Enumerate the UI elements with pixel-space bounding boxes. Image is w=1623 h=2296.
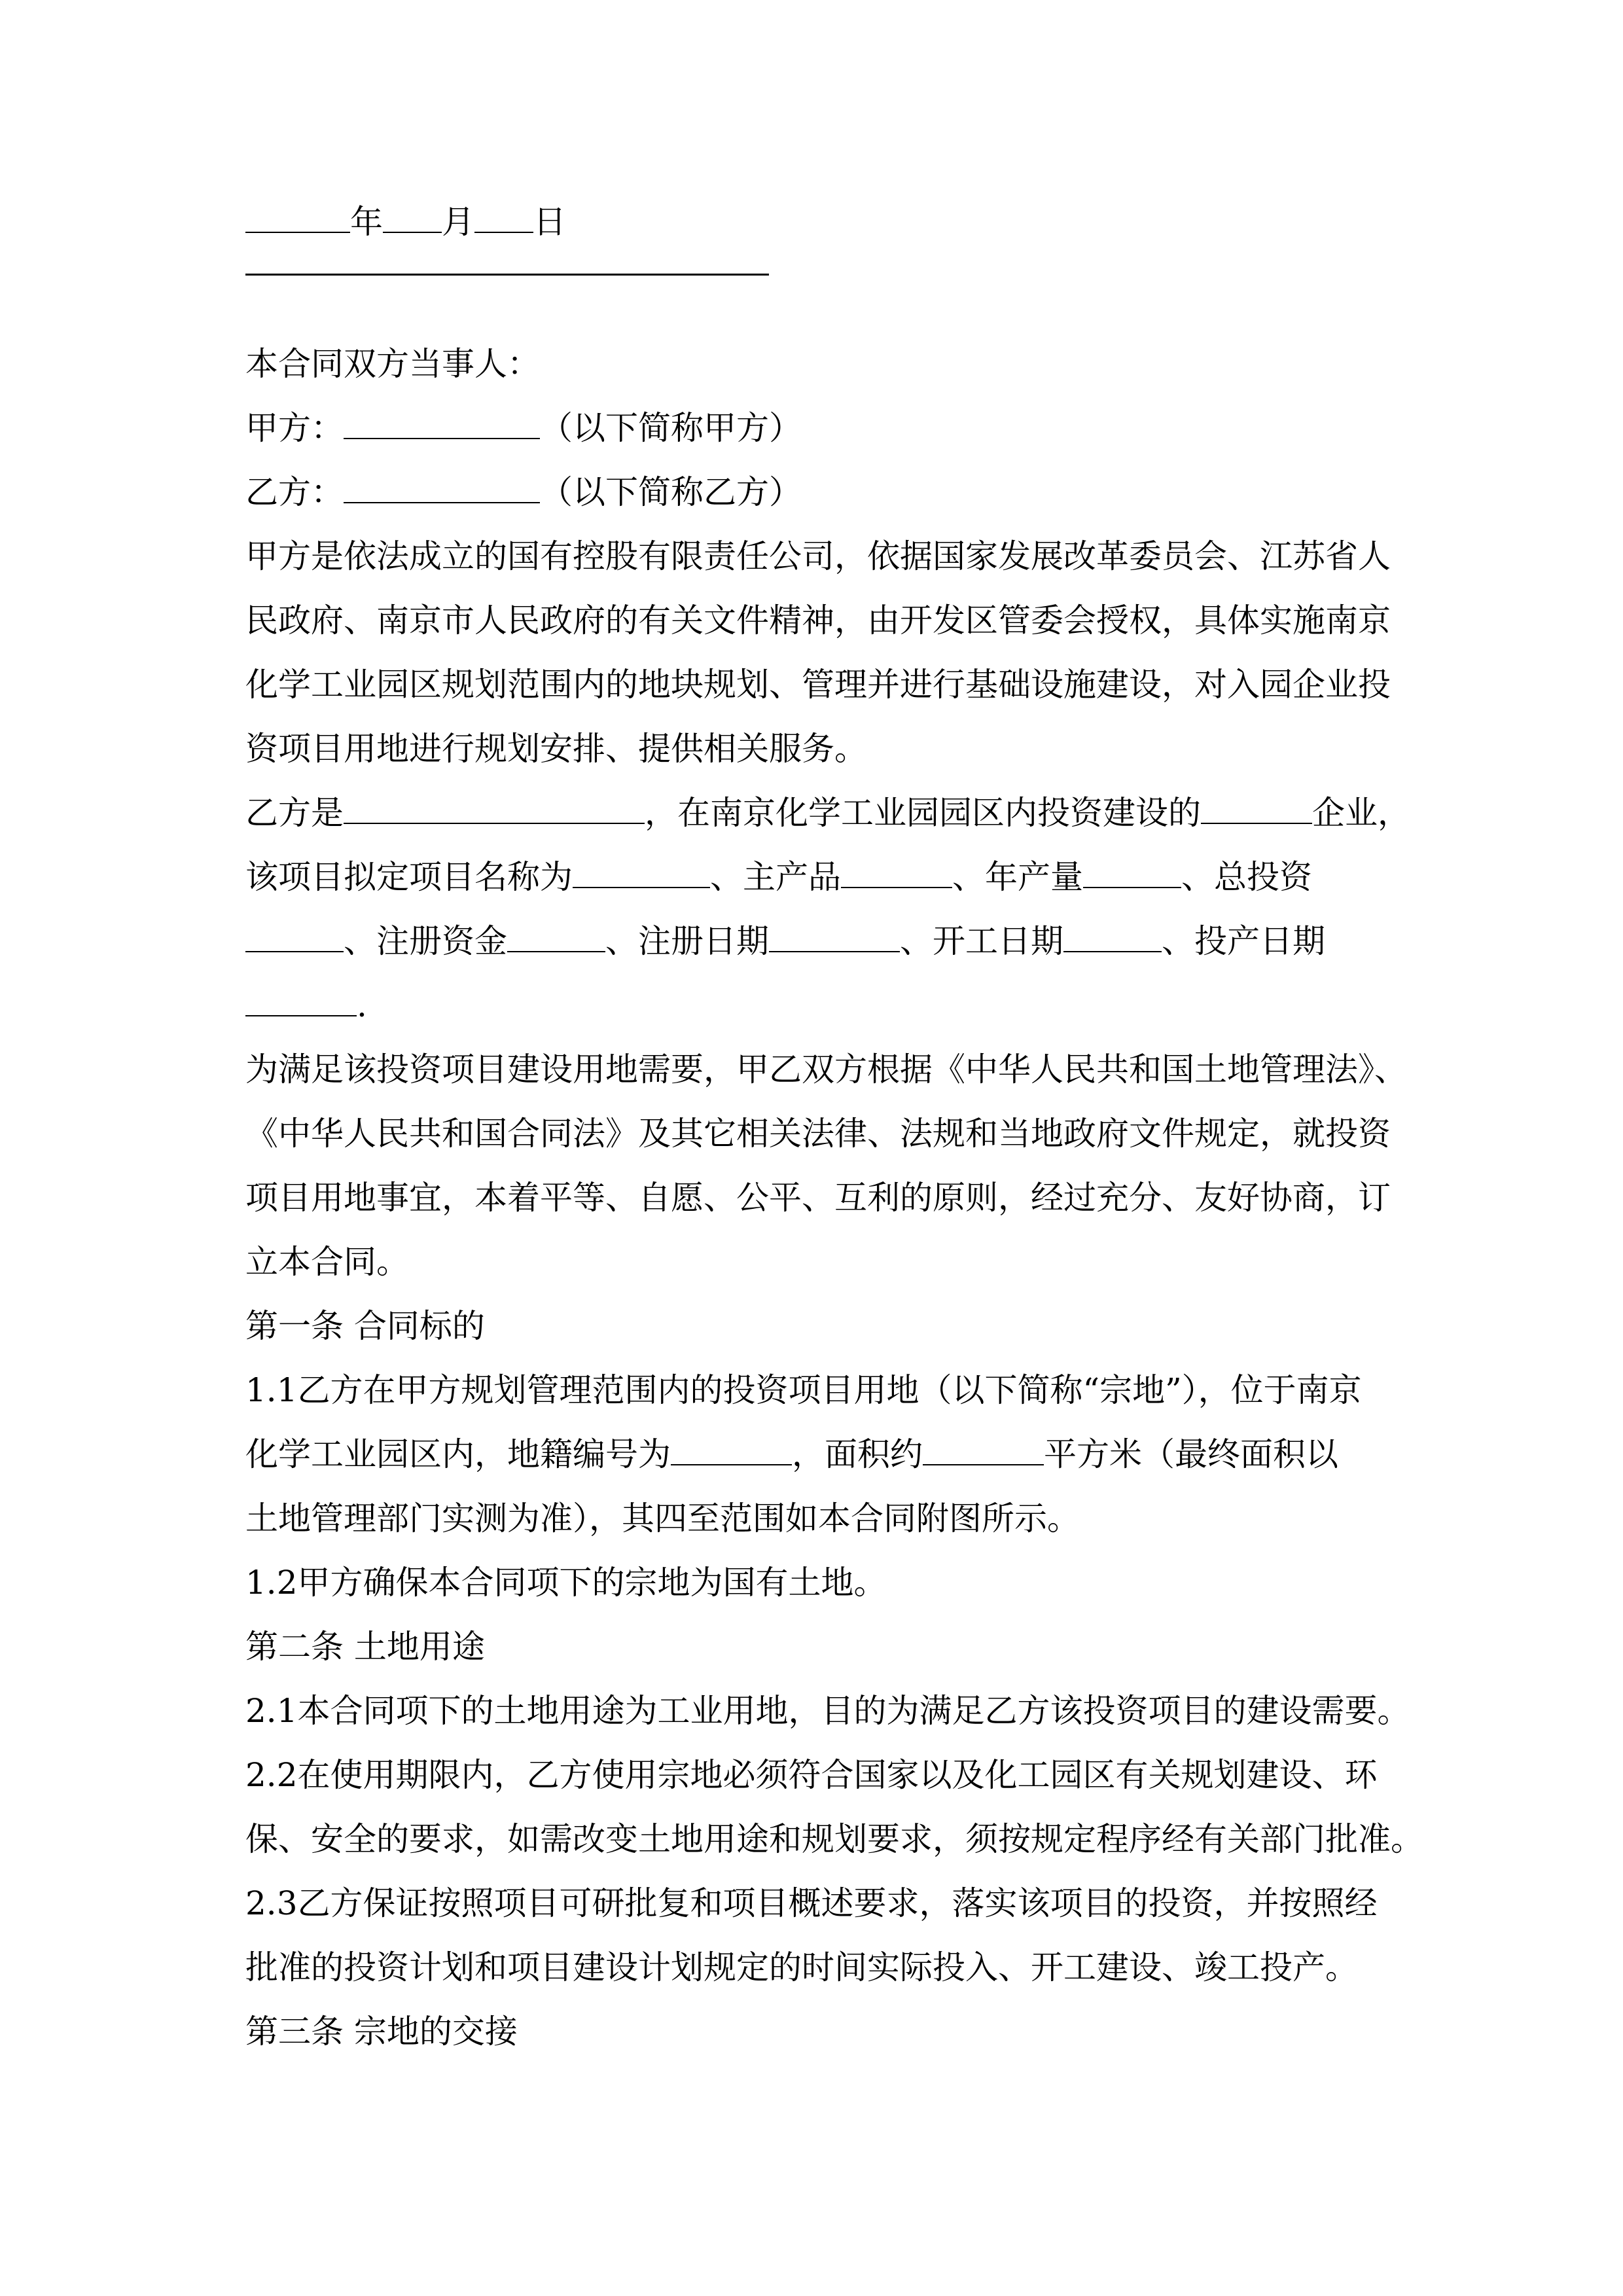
party-b-label: 乙方：: [245, 473, 344, 511]
party-b-line: [245, 460, 1384, 524]
separator-line: [245, 274, 769, 276]
party-b-note: （以下简称乙方）: [540, 473, 802, 511]
text-span: 该项目拟定项目名称为: [245, 858, 573, 896]
text-span: 企业，: [1312, 794, 1410, 832]
party-b-blank: [344, 469, 540, 503]
text-line: 1.2甲方确保本合同项下的宗地为国有土地。: [245, 1564, 887, 1602]
text-line: 保、安全的要求，如需改变土地用途和规划要求，须按规定程序经有关部门批准。: [245, 1820, 1423, 1858]
parcel-line: [245, 1422, 1384, 1486]
text-span: ，在南京化学工业园园区内投资建设的: [645, 794, 1201, 832]
text-span: 乙方是: [245, 794, 344, 832]
text-line: 批准的投资计划和项目建设计划规定的时间实际投入、开工建设、竣工投产。: [245, 1948, 1358, 1986]
text-span: 、总投资: [1181, 858, 1312, 896]
blank: [1083, 854, 1181, 888]
text-line: 《中华人民共和国合同法》及其它相关法律、法规和当地政府文件规定，就投资: [245, 1115, 1391, 1153]
blank: [573, 854, 710, 888]
article-heading: 第三条 宗地的交接: [245, 2013, 518, 2051]
text-span: 、年产量: [952, 858, 1083, 896]
day-blank: [474, 199, 533, 233]
text-line: 1.1乙方在甲方规划管理范围内的投资项目用地（以下简称“宗地”），位于南京: [245, 1371, 1362, 1409]
contract-page: [245, 190, 1423, 2064]
project-line: [245, 845, 1384, 909]
text-line: 土地管理部门实测为准），其四至范围如本合同附图所示。: [245, 1499, 1080, 1537]
blank: [923, 1431, 1044, 1465]
blank: [344, 790, 645, 824]
project-line-2: [245, 909, 1384, 973]
text-span: 、注册资金: [344, 922, 507, 960]
text-line: 2.1本合同项下的土地用途为工业用地，目的为满足乙方该投资项目的建设需要。: [245, 1692, 1410, 1730]
party-a-label: 甲方：: [245, 409, 344, 447]
text-line: 本合同双方当事人：: [245, 345, 540, 383]
blank: [841, 854, 952, 888]
blank: [1201, 790, 1312, 824]
text-span: ，面积约: [792, 1435, 923, 1473]
blank: [245, 918, 344, 952]
text-span: 、开工日期: [900, 922, 1063, 960]
blank: [671, 1431, 792, 1465]
blank: [769, 918, 900, 952]
text-span: 平方米（最终面积以: [1044, 1435, 1338, 1473]
year-label: 年: [350, 203, 383, 241]
party-b-desc-line: [245, 781, 1410, 845]
party-a-line: [245, 396, 1384, 460]
month-blank: [383, 199, 442, 233]
text-span: 、主产品: [710, 858, 841, 896]
text-span: 、投产日期: [1162, 922, 1325, 960]
text-line: 2.3乙方保证按照项目可研批复和项目概述要求，落实该项目的投资，并按照经: [245, 1884, 1378, 1922]
text-line: 立本合同。: [245, 1243, 409, 1281]
text-span: 、注册日期: [605, 922, 769, 960]
text-line: 资项目用地进行规划安排、提供相关服务。: [245, 730, 867, 768]
day-label: 日: [533, 203, 566, 241]
blank: [507, 918, 605, 952]
text-span: 化学工业园区内，地籍编号为: [245, 1435, 671, 1473]
date-line: [245, 190, 1384, 254]
text-line: 2.2在使用期限内，乙方使用宗地必须符合国家以及化工园区有关规划建设、环: [245, 1756, 1378, 1794]
text-line: 民政府、南京市人民政府的有关文件精神，由开发区管委会授权，具体实施南京: [245, 601, 1391, 639]
party-a-note: （以下简称甲方）: [540, 409, 802, 447]
article-heading: 第一条 合同标的: [245, 1307, 485, 1345]
text-line: 为满足该投资项目建设用地需要，甲乙双方根据《中华人民共和国土地管理法》、: [245, 1050, 1407, 1088]
year-blank: [245, 199, 350, 233]
blank: [245, 982, 357, 1016]
text-line: 甲方是依法成立的国有控股有限责任公司，依据国家发展改革委员会、江苏省人: [245, 537, 1391, 575]
month-label: 月: [442, 203, 474, 241]
party-a-blank: [344, 405, 540, 439]
project-line-3: [245, 973, 1384, 1037]
blank: [1063, 918, 1162, 952]
article-heading: 第二条 土地用途: [245, 1628, 485, 1666]
text-line: 化学工业园区规划范围内的地块规划、管理并进行基础设施建设，对入园企业投: [245, 666, 1391, 704]
text-line: 项目用地事宜，本着平等、自愿、公平、互利的原则，经过充分、友好协商，订: [245, 1179, 1391, 1217]
text-span: .: [357, 986, 367, 1024]
